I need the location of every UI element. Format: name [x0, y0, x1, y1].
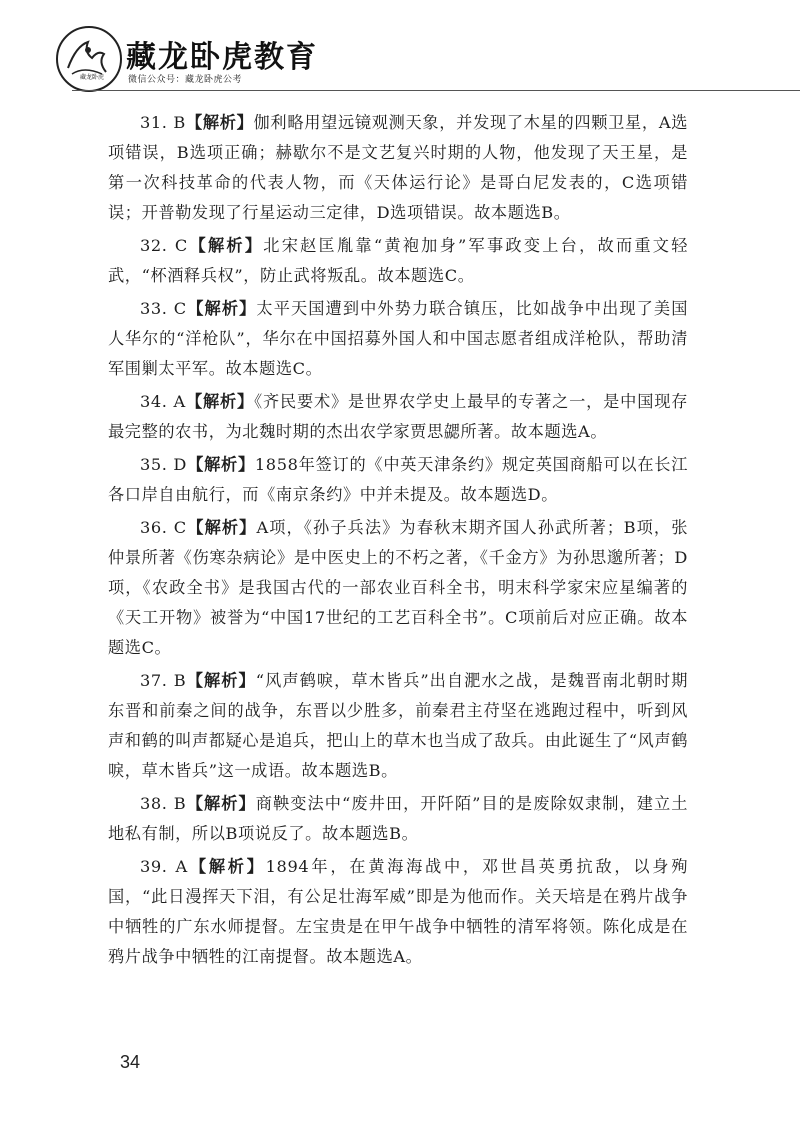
logo-seal-text: 藏龙卧虎 [80, 74, 105, 81]
answer-text: 商鞅变法中“废井田，开阡陌”目的是废除奴隶制，建立土地私有制，所以B项说反了。故本题选B。 [108, 794, 688, 843]
answer-text: 伽利略用望远镜观测天象，并发现了木星的四颗卫星，A选项错误，B选项正确；赫歇尔不是文艺复兴时期的人物，他发现了天王星，是第一次科技革命的代表人物，而《天体运行论》是哥白尼发表的，C选项错误；开普勒发现了行星运动三定律，D选项错误。故本题选B。 [108, 113, 688, 222]
brand-subtitle: 微信公众号：藏龙卧虎公考 [128, 75, 243, 85]
page-number: 34 [120, 1052, 141, 1072]
analysis-tag: 【解析】 [185, 392, 255, 411]
answer-text: 北宋赵匡胤靠“黄袍加身”军事政变上台，故而重文轻武，“杯酒释兵权”，防止武将叛乱。故本题选C。 [108, 236, 688, 285]
answer-item [108, 231, 688, 291]
answer-number: 35. D [140, 455, 188, 474]
brand-title: 藏龙卧虎教育 [126, 40, 318, 75]
answer-item [108, 387, 688, 447]
analysis-tag: 【解析】 [187, 236, 264, 255]
answer-explanations [108, 108, 688, 975]
analysis-tag: 【解析】 [186, 671, 256, 690]
answer-number: 34. A [140, 392, 186, 411]
analysis-tag: 【解析】 [187, 455, 255, 474]
answer-text: “风声鹤唳，草木皆兵”出自淝水之战，是魏晋南北朝时期东晋和前秦之间的战争，东晋以少胜多，前秦君主苻坚在逃跑过程中，听到风声和鹤的叫声都疑心是追兵，把山上的草木也当成了敌兵。由此诞生了“风声鹤唳，草木皆兵”这一成语。故本题选B。 [108, 671, 688, 780]
answer-text: 《齐民要术》是世界农学史上最早的专著之一，是中国现存最完整的农书，为北魏时期的杰出农学家贾思勰所著。故本题选A。 [108, 392, 688, 441]
analysis-tag: 【解析】 [186, 299, 257, 318]
analysis-tag: 【解析】 [187, 857, 266, 876]
answer-number: 33. C [140, 299, 187, 318]
answer-number: 36. C [140, 518, 187, 537]
header-divider [72, 90, 800, 91]
answer-item [108, 294, 688, 384]
logo [56, 26, 122, 92]
answer-text: 1894年，在黄海海战中，邓世昌英勇抗敌，以身殉国，“此日漫挥天下泪，有公足壮海军威”即是为他而作。关天培是在鸦片战争中牺牲的广东水师提督。左宝贵是在甲午战争中牺牲的清军将领。陈化成是在鸦片战争中牺牲的江南提督。故本题选A。 [108, 857, 688, 966]
answer-text: 太平天国遭到中外势力联合镇压，比如战争中出现了美国人华尔的“洋枪队”，华尔在中国招募外国人和中国志愿者组成洋枪队，帮助清军围剿太平军。故本题选C。 [108, 299, 689, 378]
answer-number: 32. C [140, 236, 188, 255]
analysis-tag: 【解析】 [186, 794, 256, 813]
answer-item [108, 666, 688, 786]
answer-number: 31. B [140, 113, 186, 132]
answer-number: 37. B [140, 671, 187, 690]
answer-number: 38. B [140, 794, 187, 813]
answer-number: 39. A [140, 857, 188, 876]
answer-text: A项，《孙子兵法》为春秋末期齐国人孙武所著；B项，张仲景所著《伤寒杂病论》是中医史上的不朽之著，《千金方》为孙思邈所著；D项，《农政全书》是我国古代的一部农业百科全书，明末科学家宋应星编著的《天工开物》被誉为“中国17世纪的工艺百科全书”。C项前后对应正确。故本题选C。 [108, 518, 688, 657]
answer-item [108, 450, 688, 510]
page-header [0, 0, 800, 96]
answer-item [108, 789, 688, 849]
answer-item [108, 108, 688, 228]
analysis-tag: 【解析】 [185, 113, 254, 132]
answer-text: 1858年签订的《中英天津条约》规定英国商船可以在长江各口岸自由航行，而《南京条约》中并未提及。故本题选D。 [108, 455, 688, 504]
answer-item [108, 513, 688, 663]
analysis-tag: 【解析】 [186, 518, 257, 537]
answer-item [108, 852, 688, 972]
